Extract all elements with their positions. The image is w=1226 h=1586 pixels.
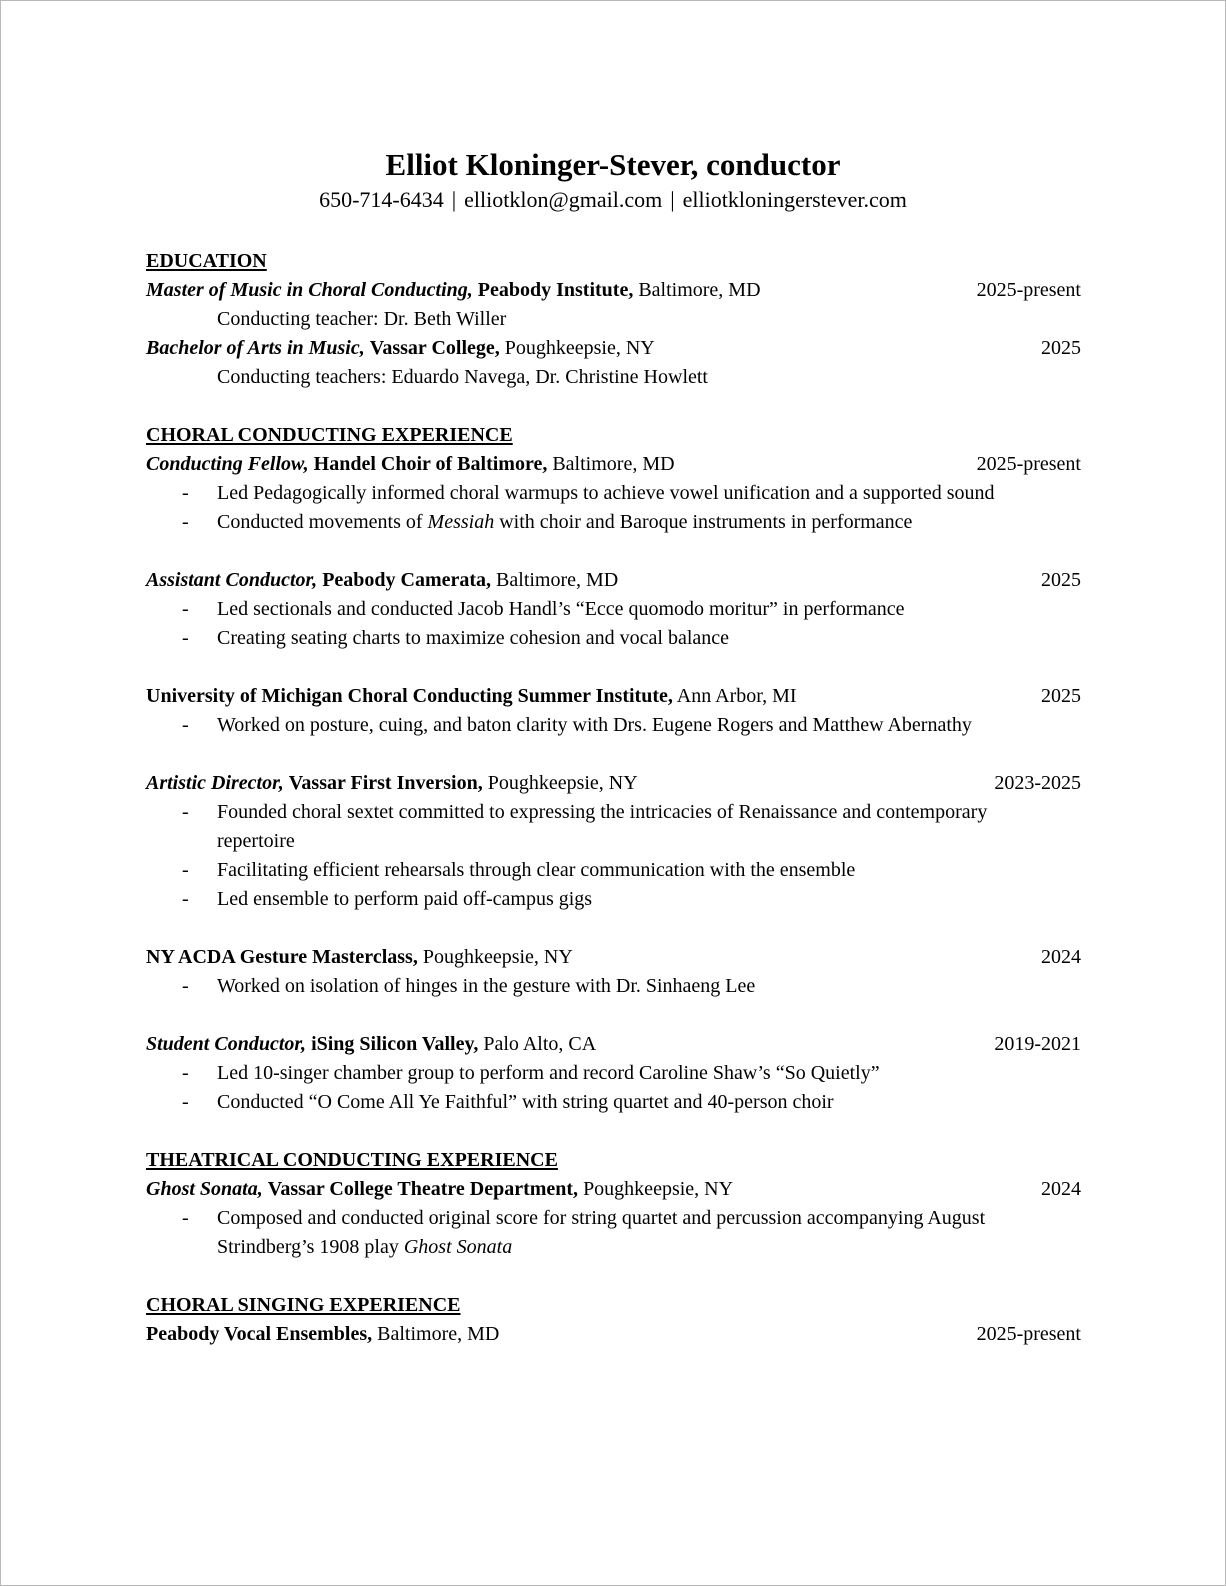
bullet-item: - Composed and conducted original score for string quartet and percussion accompanying August Strindberg’s 1908 play Ghost Sonata xyxy=(146,1204,1017,1262)
theatrical-conducting-title: THEATRICAL CONDUCTING EXPERIENCE xyxy=(146,1149,558,1171)
organization: University of Michigan Choral Conducting Summer Institute, xyxy=(146,685,673,707)
experience-entry xyxy=(146,1175,1081,1204)
education-entry xyxy=(146,276,1081,305)
experience-entry xyxy=(146,682,1081,711)
bullet-item: - Conducted “O Come All Ye Faithful” with string quartet and 40-person choir xyxy=(146,1088,1077,1117)
experience-entry xyxy=(146,1030,1081,1059)
entry-date: 2024 xyxy=(1041,946,1081,968)
location: Poughkeepsie, NY xyxy=(422,946,573,968)
education-section xyxy=(146,247,1081,392)
work-title: Ghost Sonata xyxy=(403,1236,513,1258)
education-entry xyxy=(146,334,1081,363)
experience-entry xyxy=(146,450,1081,479)
experience-entry xyxy=(146,943,1081,972)
entry-date: 2025 xyxy=(1041,685,1081,707)
location: Baltimore, MD xyxy=(638,279,761,301)
education-title: EDUCATION xyxy=(146,250,267,272)
organization: Vassar College Theatre Department, xyxy=(267,1178,579,1200)
organization: Peabody Vocal Ensembles, xyxy=(146,1323,373,1345)
work-title: Messiah xyxy=(427,511,495,533)
phone-number: 650-714-6434 xyxy=(319,187,444,212)
contact-line xyxy=(1,185,1225,215)
website-url: elliotkloningerstever.com xyxy=(682,187,907,212)
entry-date: 2019-2021 xyxy=(994,1033,1081,1055)
education-detail: Conducting teachers: Eduardo Navega, Dr. Christine Howlett xyxy=(217,366,708,388)
entry-date: 2025 xyxy=(1041,337,1081,359)
education-detail: Conducting teacher: Dr. Beth Willer xyxy=(217,308,507,330)
resume-header xyxy=(1,146,1225,215)
degree: Master of Music in Choral Conducting, xyxy=(146,279,473,301)
theatrical-conducting-section xyxy=(146,1146,1081,1262)
role: Artistic Director, xyxy=(146,772,284,794)
role: Ghost Sonata, xyxy=(146,1178,263,1200)
role: Student Conductor, xyxy=(146,1033,307,1055)
experience-entry xyxy=(146,769,1081,798)
bullet-item: - Led 10-singer chamber group to perform and record Caroline Shaw’s “So Quietly” xyxy=(146,1059,1077,1088)
contact-separator: | xyxy=(670,187,675,212)
bullet-item: - Led sectionals and conducted Jacob Handl’s “Ecce quomodo moritur” in performance xyxy=(146,595,1077,624)
entry-date: 2025 xyxy=(1041,569,1081,591)
bullet-item: - Led ensemble to perform paid off-campus gigs xyxy=(146,885,1017,914)
organization: Handel Choir of Baltimore, xyxy=(313,453,548,475)
location: Ann Arbor, MI xyxy=(676,685,797,707)
bullet-item: - Facilitating efficient rehearsals through clear communication with the ensemble xyxy=(146,856,1017,885)
candidate-name: Elliot Kloninger-Stever, conductor xyxy=(385,147,841,182)
experience-entry xyxy=(146,566,1081,595)
bullet-list xyxy=(146,798,1081,914)
organization: Vassar First Inversion, xyxy=(288,772,483,794)
entry-date: 2025-present xyxy=(976,453,1081,475)
choral-singing-title: CHORAL SINGING EXPERIENCE xyxy=(146,1294,461,1316)
bullet-list xyxy=(146,595,1081,653)
organization: NY ACDA Gesture Masterclass, xyxy=(146,946,418,968)
bullet-item: - Led Pedagogically informed choral warmups to achieve vowel unification and a supported sound xyxy=(146,479,1017,508)
location: Poughkeepsie, NY xyxy=(487,772,638,794)
institution: Vassar College, xyxy=(369,337,500,359)
choral-conducting-section xyxy=(146,421,1081,1117)
location: Baltimore, MD xyxy=(377,1323,500,1345)
entry-date: 2024 xyxy=(1041,1178,1081,1200)
experience-entry xyxy=(146,1320,1081,1349)
location: Baltimore, MD xyxy=(496,569,619,591)
organization: iSing Silicon Valley, xyxy=(311,1033,479,1055)
entry-date: 2025-present xyxy=(976,279,1081,301)
bullet-item: - Conducted movements of Messiah with choir and Baroque instruments in performance xyxy=(146,508,1017,537)
bullet-list xyxy=(146,972,1081,1001)
bullet-list xyxy=(146,1204,1081,1262)
bullet-item: - Creating seating charts to maximize cohesion and vocal balance xyxy=(146,624,1017,653)
bullet-list xyxy=(146,1059,1081,1117)
role: Conducting Fellow, xyxy=(146,453,309,475)
choral-conducting-title: CHORAL CONDUCTING EXPERIENCE xyxy=(146,424,513,446)
contact-separator: | xyxy=(451,187,457,212)
choral-singing-section xyxy=(146,1291,1081,1349)
organization: Peabody Camerata, xyxy=(322,569,492,591)
entry-date: 2025-present xyxy=(976,1323,1081,1345)
bullet-list xyxy=(146,479,1081,537)
location: Baltimore, MD xyxy=(552,453,675,475)
bullet-item: - Worked on posture, cuing, and baton clarity with Drs. Eugene Rogers and Matthew Abernathy xyxy=(146,711,1017,740)
location: Palo Alto, CA xyxy=(483,1033,597,1055)
resume-body xyxy=(146,247,1081,1349)
bullet-item: - Founded choral sextet committed to expressing the intricacies of Renaissance and contemporary repertoire xyxy=(146,798,1017,856)
email-address: elliotklon@gmail.com xyxy=(464,187,663,212)
role: Assistant Conductor, xyxy=(146,569,318,591)
entry-date: 2023-2025 xyxy=(994,772,1081,794)
location: Poughkeepsie, NY xyxy=(583,1178,734,1200)
institution: Peabody Institute, xyxy=(477,279,634,301)
location: Poughkeepsie, NY xyxy=(504,337,655,359)
degree: Bachelor of Arts in Music, xyxy=(146,337,365,359)
bullet-list xyxy=(146,711,1081,740)
bullet-item: - Worked on isolation of hinges in the gesture with Dr. Sinhaeng Lee xyxy=(146,972,1017,1001)
